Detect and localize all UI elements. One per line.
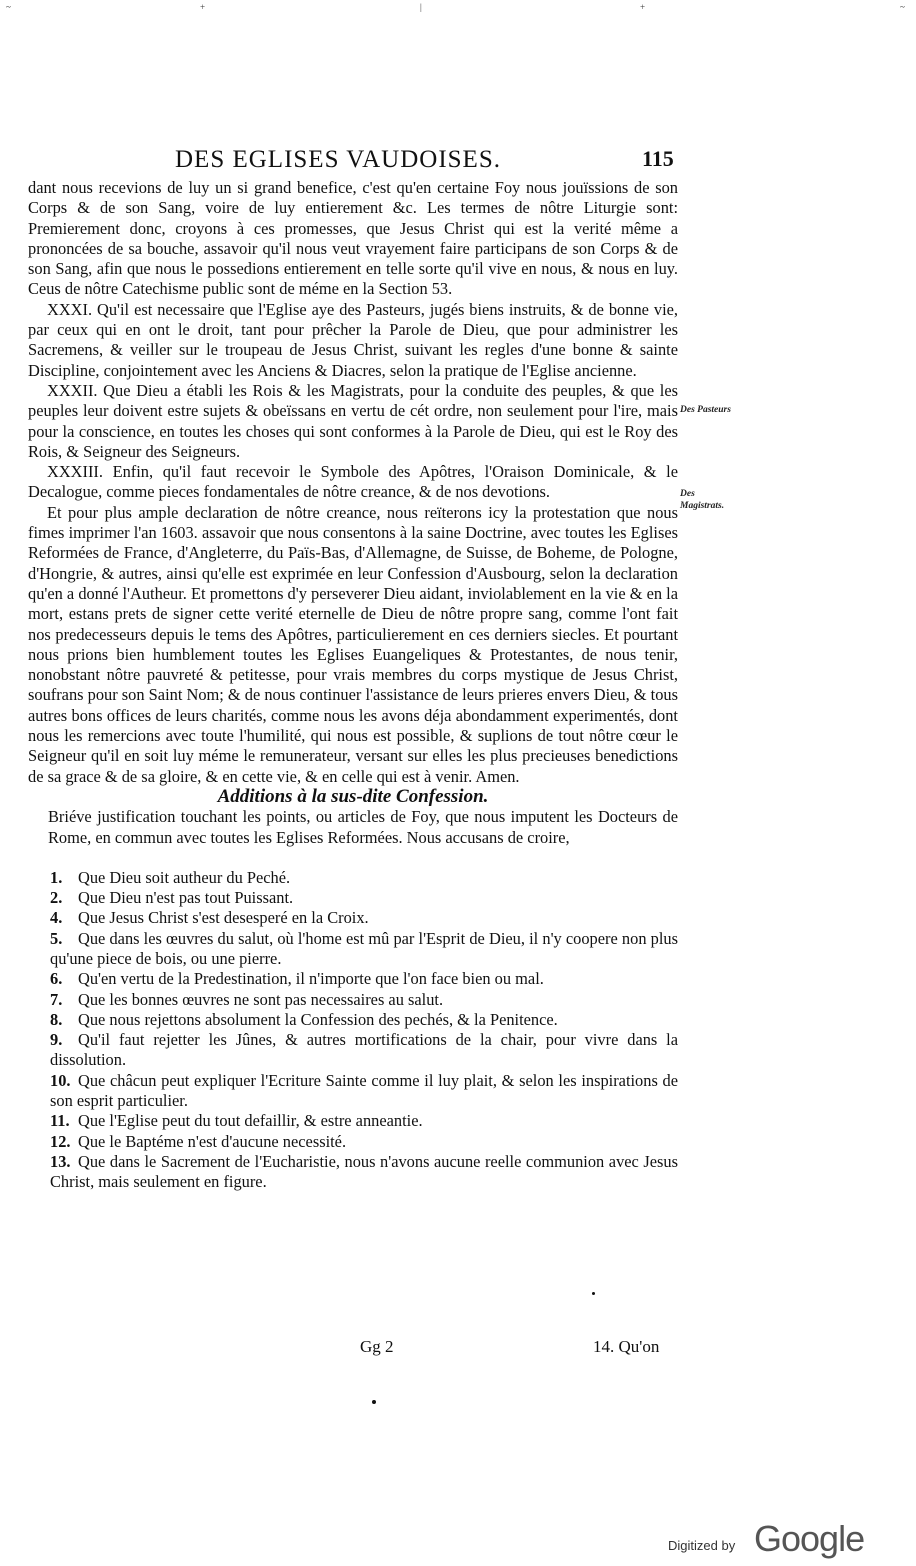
list-item	[28, 1111, 678, 1131]
item-text: Que dans les œuvres du salut, où l'home est mû par l'Esprit de Dieu, il n'y coopere non plus qu'une piece de bois, ou une pierre.	[50, 928, 678, 968]
item-text: Que Dieu n'est pas tout Puissant.	[78, 888, 294, 908]
item-text: Que châcun peut expliquer l'Ecriture Sainte comme il luy plait, & selon les inspirations de son esprit particulier.	[50, 1070, 678, 1111]
catchword: 14. Qu'on	[593, 1337, 660, 1356]
registration-mark: ~	[6, 2, 11, 12]
list-item	[28, 1030, 678, 1071]
page-header	[30, 146, 680, 176]
article-xxxi: XXXI. Qu'il est necessaire que l'Eglise aye des Pasteurs, jugés biens instruits, & de bonne vie, par ceux qui en ont le droit, tant pour prêcher la Parole de Dieu, que pour administrer les Sacremens, & veiller sur le troupeau de Jesus Christ, suivant les regles d'une bonne & sainte Discipline, conjointement avec les Anciens & Diacres, selon la pratique de l'Eglise ancienne.	[28, 299, 678, 380]
registration-mark: ~	[900, 2, 905, 12]
item-text: Qu'il faut rejetter les Jûnes, & autres mortifications de la chair, pour vivre dans la dissolution.	[50, 1030, 678, 1070]
item-text: Que le Baptéme n'est d'aucune necessité.	[78, 1131, 347, 1151]
registration-mark: |	[420, 2, 422, 12]
digitized-label: Digitized by	[668, 1538, 736, 1553]
item-number: 13.	[50, 1151, 71, 1171]
item-number: 12.	[50, 1131, 71, 1151]
registration-mark: +	[640, 2, 646, 12]
signature-mark: Gg 2	[360, 1337, 394, 1356]
marginal-note-magistrats: Des Magistrats.	[680, 489, 725, 511]
intro-paragraph: Briéve justification touchant les points, ou articles de Foy, que nous imputent les Docteurs de Rome, en commun avec toutes les Eglises Reformées. Nous accusans de croire,	[48, 807, 678, 847]
list-item	[28, 1010, 678, 1030]
item-text: Que dans le Sacrement de l'Eucharistie, nous n'avons aucune reelle communion avec Jesus Christ, mais seulement en figure.	[50, 1151, 678, 1192]
item-number: 5.	[50, 928, 63, 948]
article-xxxii: XXXII. Que Dieu a établi les Rois & les Magistrats, pour la conduite des peuples, & que les peuples leur doivent estre sujets & obeïssans en vertu de cét ordre, non seulement pour l'ire, mais pour la conscience, en toutes les choses qui sont conformes à la Parole de Dieu, qui est le Roy des Rois, & Seigneur des Seigneurs.	[28, 380, 678, 461]
articles-list	[28, 868, 678, 1193]
item-text: Que les bonnes œuvres ne sont pas necessaires au salut.	[78, 989, 444, 1009]
main-text	[28, 178, 678, 1193]
item-text: Que Jesus Christ s'est desesperé en la Croix.	[78, 908, 369, 928]
item-number: 8.	[50, 1009, 63, 1029]
list-item	[28, 969, 678, 989]
list-item	[28, 1071, 678, 1112]
article-xxxiii: XXXIII. Enfin, qu'il faut recevoir le Symbole des Apôtres, l'Oraison Dominicale, & le Decalogue, comme pieces fondamentales de nôtre creance, & de nos devotions.	[28, 462, 678, 502]
marginal-note-pasteurs: Des Pasteurs	[680, 405, 731, 415]
item-number: 4.	[50, 908, 63, 928]
item-number: 7.	[50, 989, 63, 1009]
top-edge-registration-marks	[0, 0, 916, 14]
list-item	[28, 868, 678, 888]
list-item	[28, 908, 678, 928]
list-item	[28, 1132, 678, 1152]
list-item	[28, 888, 678, 908]
item-number: 10.	[50, 1070, 71, 1090]
page-footer	[28, 1337, 678, 1361]
item-number: 1.	[50, 867, 63, 887]
section-title: Additions à la sus-dite Confession.	[217, 785, 489, 807]
item-text: Qu'en vertu de la Predestination, il n'importe que l'on face bien ou mal.	[78, 969, 544, 989]
ink-dot	[372, 1400, 376, 1404]
list-item	[28, 1152, 678, 1193]
google-logo: Google	[754, 1518, 865, 1559]
list-item	[28, 929, 678, 970]
item-number: 9.	[50, 1030, 63, 1050]
page-number: 115	[642, 146, 674, 171]
item-text: Que nous rejettons absolument la Confession des pechés, & la Penitence.	[78, 1009, 558, 1029]
protestation-paragraph: Et pour plus ample declaration de nôtre creance, nous reïterons icy la protestation que nous fimes imprimer l'an 1603. assavoir que nous consentons à la saine Doctrine, avec toutes les Eglises Reformées de France, d'Angleterre, du Païs-Bas, d'Allemagne, de Suisse, de Boheme, de Pologne, d'Hongrie, & autres, ainsi qu'elle est exprimée en leur Confession d'Ausbourg, selon la declaration qu'en a donné l'Autheur. Et promettons d'y perseverer Dieu aidant, inviolablement en la vie & en la mort, estans prets de signer cette verité eternelle de Dieu de nôtre propre sang, comme l'ont fait nos predecesseurs depuis le tems des Apôtres, particulierement en ces derniers siecles. Et pourtant nous prions bien humblement toutes les Eglises Euangeliques & Protestantes, de nous tenir, nonobstant nôtre pauvreté & petitesse, pour vrais membres du corps mystique de Jesus Christ, soufrans pour son Saint Nom; & de nous continuer l'assistance de leurs prieres envers Dieu, & tous autres bons offices de leurs charités, comme nous les avons déja abondamment experimentés, dont nous les remercions avec toute l'humilité, qui nous est possible, & suplions de tout nôtre cœur le Seigneur qu'il en soit luy méme le remunerateur, versant sur elles les plus precieuses benedictions de sa grace & de sa gloire, & en cette vie, & en celle qui est à venir. Amen.	[28, 502, 678, 786]
ink-dot	[592, 1292, 595, 1295]
paragraph-continuation: dant nous recevions de luy un si grand benefice, c'est qu'en certaine Foy nous jouïssions de son Corps & de son Sang, voire de luy entierement &c. Les termes de nôtre Liturgie sont: Premierement donc, croyons à ces promesses, que Jesus Christ qui est la verité même a prononcées de sa bouche, assavoir qu'il nous veut vrayement faire participans de son Corps & de son Sang, afin que nous le possedions entierement en telle sorte qu'il vive en nous, & nous en luy. Ceus de nôtre Catechisme public sont de méme en la Section 53.	[28, 178, 678, 299]
item-number: 11.	[50, 1111, 70, 1131]
item-number: 6.	[50, 969, 63, 989]
item-text: Que Dieu soit autheur du Peché.	[78, 867, 291, 887]
registration-mark: +	[200, 2, 206, 12]
item-number: 2.	[50, 888, 63, 908]
item-text: Que l'Eglise peut du tout defaillir, & estre anneantie.	[78, 1111, 423, 1131]
list-item	[28, 990, 678, 1010]
running-title: DES EGLISES VAUDOISES.	[175, 146, 501, 173]
